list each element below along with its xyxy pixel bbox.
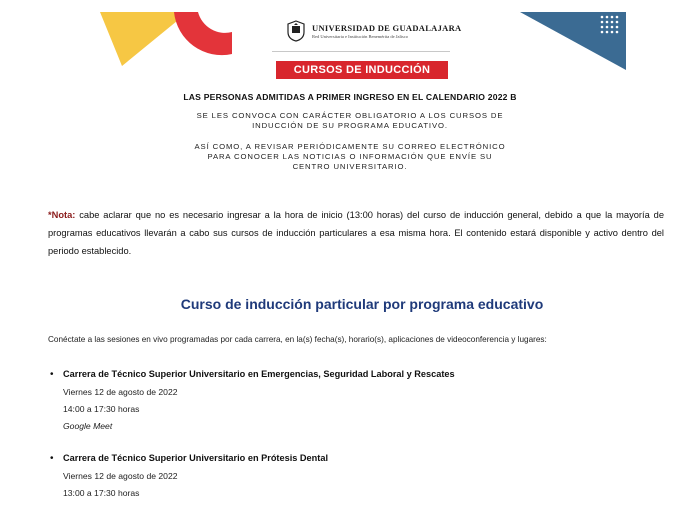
announcement-paragraph-1-line: INDUCCIÓN DE SU PROGRAMA EDUCATIVO. <box>252 121 448 130</box>
bullet-icon: • <box>50 453 54 464</box>
announcement-paragraph-2 <box>0 142 700 172</box>
note-text: cabe aclarar que no es necesario ingresar a la hora de inicio (13:00 horas) del curso de inducción general, debido a que la mayoría de programas educativos llevarán a cabo sus cursos de inducción particulares a esa misma hora. El contenido estará disponible y activo dentro del periodo establecido. <box>48 210 664 256</box>
section-intro: Conéctate a las sesiones en vivo programadas por cada carrera, en la(s) fecha(s), horario(s), aplicaciones de videoconferencia y lugares: <box>48 335 547 344</box>
program-date: Viernes 12 de agosto de 2022 <box>63 471 178 481</box>
university-seal-icon <box>286 20 306 42</box>
announcement-paragraph-1-line: SE LES CONVOCA CON CARÁCTER OBLIGATORIO A LOS CURSOS DE <box>196 111 504 120</box>
note-paragraph <box>48 206 664 260</box>
decorative-shapes-right <box>520 12 626 70</box>
blue-triangle-shape <box>520 12 626 70</box>
program-platform: Google Meet <box>63 421 113 431</box>
university-name: UNIVERSIDAD DE GUADALAJARA <box>312 23 462 33</box>
header-divider <box>272 51 450 52</box>
announcement-headline: LAS PERSONAS ADMITIDAS A PRIMER INGRESO EN EL CALENDARIO 2022 B <box>183 92 517 102</box>
university-subtitle: Red Universitaria e Institución Benemérita de Jalisco <box>312 34 408 39</box>
program-time: 14:00 a 17:30 horas <box>63 404 140 414</box>
program-title: Carrera de Técnico Superior Universitario en Emergencias, Seguridad Laboral y Rescates <box>63 369 455 379</box>
program-date: Viernes 12 de agosto de 2022 <box>63 387 178 397</box>
courses-banner: CURSOS DE INDUCCIÓN <box>276 61 448 79</box>
yellow-triangle-shape <box>100 12 188 66</box>
decorative-shapes-left <box>100 12 232 66</box>
program-title: Carrera de Técnico Superior Universitario en Prótesis Dental <box>63 453 328 463</box>
red-arc-shape <box>174 12 232 55</box>
announcement-paragraph-2-line: CENTRO UNIVERSITARIO. <box>292 162 408 171</box>
section-title: Curso de inducción particular por programa educativo <box>180 296 544 312</box>
university-logo <box>286 20 461 42</box>
program-time: 13:00 a 17:30 horas <box>63 488 140 498</box>
note-label: *Nota: <box>48 210 76 220</box>
announcement-paragraph-2-line: PARA CONOCER LAS NOTICIAS O INFORMACIÓN QUE ENVÍE SU <box>207 152 493 161</box>
bullet-icon: • <box>50 369 54 380</box>
announcement-paragraph-2-line: ASÍ COMO, A REVISAR PERIÓDICAMENTE SU CORREO ELECTRÓNICO <box>194 142 506 151</box>
announcement-paragraph-1 <box>0 111 700 131</box>
